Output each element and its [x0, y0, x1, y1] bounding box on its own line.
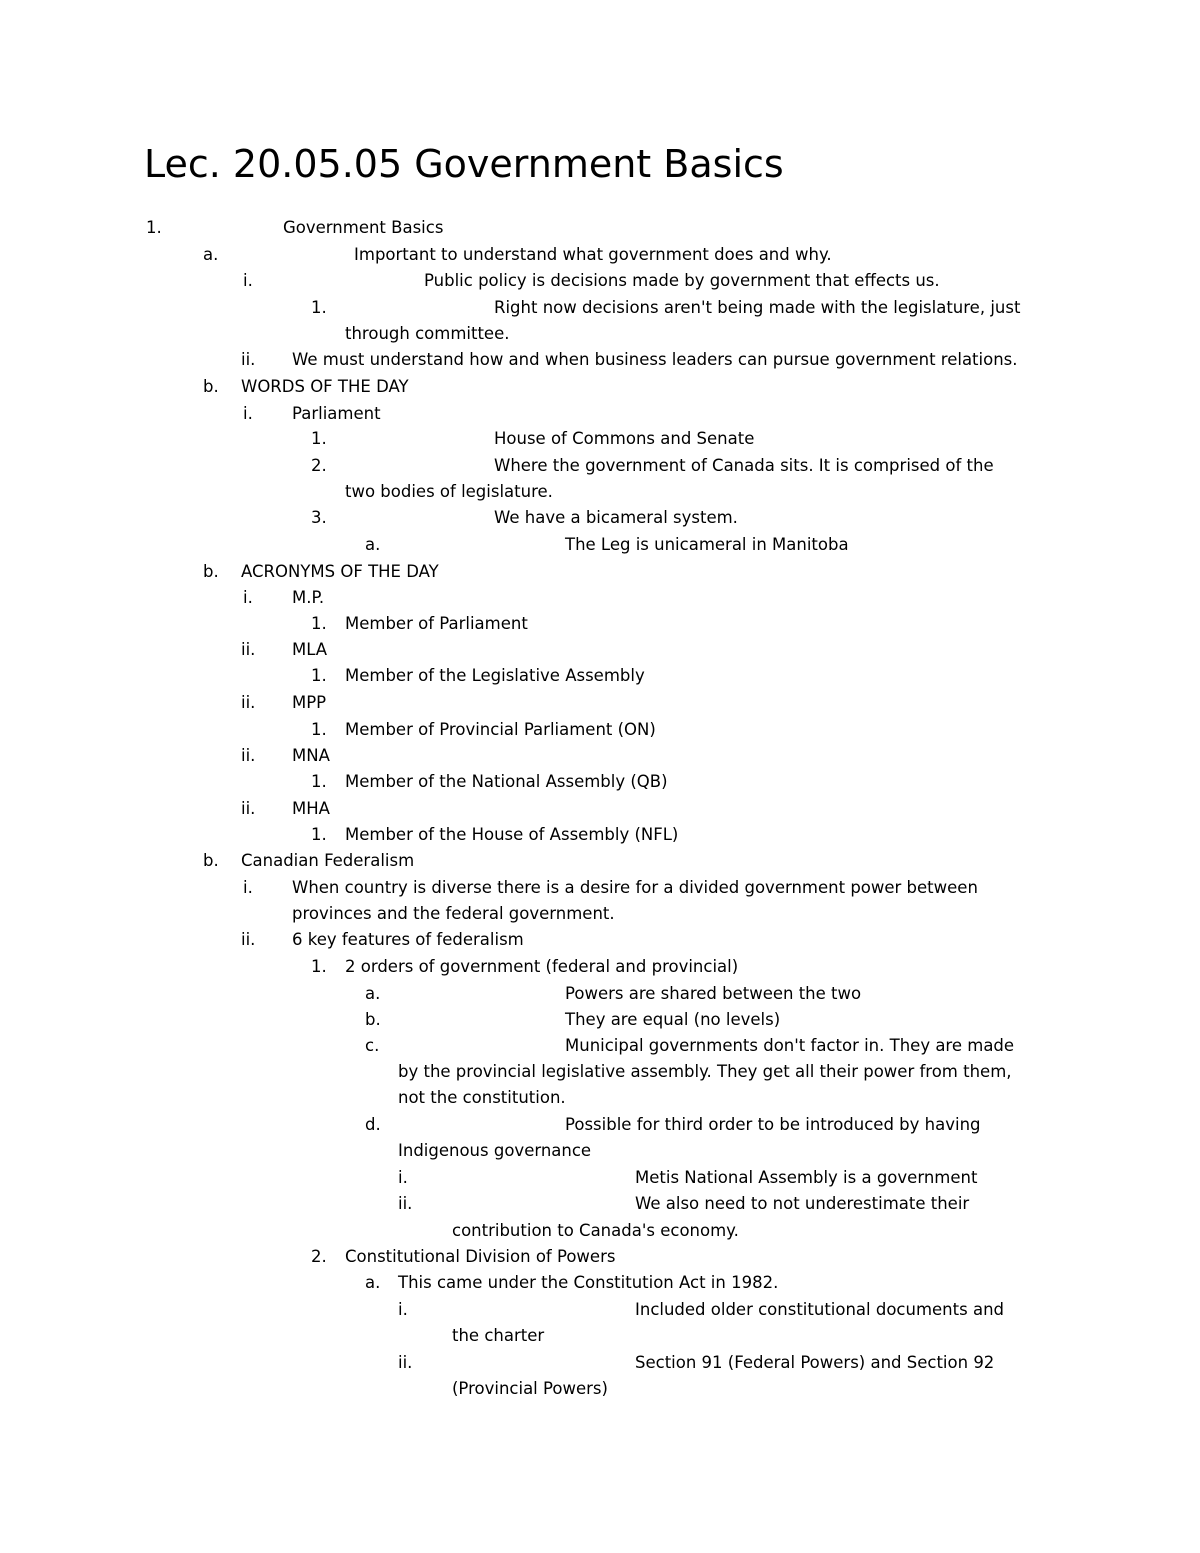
list-item-text: They are equal (no levels) [565, 1010, 781, 1029]
list-marker: 1. [311, 957, 327, 976]
list-marker: i. [243, 878, 253, 897]
list-item-text: Possible for third order to be introduced by having [565, 1115, 981, 1134]
list-marker: a. [365, 984, 381, 1003]
list-marker: ii. [398, 1353, 413, 1372]
list-marker: ii. [241, 799, 256, 818]
list-marker: ii. [398, 1194, 413, 1213]
list-item-text: M.P. [292, 588, 325, 607]
list-item-text: MHA [292, 799, 330, 818]
list-item-text: Constitutional Division of Powers [345, 1247, 616, 1266]
list-marker: 1. [311, 772, 327, 791]
document-title: Lec. 20.05.05 Government Basics [144, 142, 784, 186]
list-item-text: The Leg is unicameral in Manitoba [565, 535, 849, 554]
list-marker: 1. [146, 218, 162, 237]
list-item-text: Municipal governments don't factor in. They are made [565, 1036, 1015, 1055]
list-item-text: When country is diverse there is a desire for a divided government power between [292, 878, 978, 897]
list-item-text: MNA [292, 746, 330, 765]
list-marker: d. [365, 1115, 381, 1134]
list-item-text: House of Commons and Senate [494, 429, 755, 448]
list-item-text: Canadian Federalism [241, 851, 415, 870]
list-marker: b. [203, 851, 219, 870]
list-marker: b. [203, 562, 219, 581]
list-marker: i. [398, 1300, 408, 1319]
list-item-text: We must understand how and when business leaders can pursue government relations. [292, 350, 1018, 369]
list-item-text: Member of Parliament [345, 614, 528, 633]
list-item-continuation: (Provincial Powers) [452, 1379, 608, 1398]
list-item-text: Member of the National Assembly (QB) [345, 772, 668, 791]
list-marker: i. [243, 588, 253, 607]
list-marker: ii. [241, 746, 256, 765]
list-item-text: Government Basics [283, 218, 444, 237]
list-item-text: MLA [292, 640, 328, 659]
list-item-text: We have a bicameral system. [494, 508, 738, 527]
list-item-text: Important to understand what government does and why. [354, 245, 832, 264]
list-item-text: Powers are shared between the two [565, 984, 862, 1003]
list-item-text: Right now decisions aren't being made with the legislature, just [494, 298, 1021, 317]
list-marker: 1. [311, 298, 327, 317]
list-marker: a. [365, 1273, 381, 1292]
list-item-continuation: two bodies of legislature. [345, 482, 553, 501]
list-item-text: Member of Provincial Parliament (ON) [345, 720, 656, 739]
list-item-text: Where the government of Canada sits. It is comprised of the [494, 456, 994, 475]
list-marker: 1. [311, 614, 327, 633]
list-item-text: Section 91 (Federal Powers) and Section 92 [635, 1353, 995, 1372]
list-marker: 1. [311, 666, 327, 685]
list-item-continuation: the charter [452, 1326, 545, 1345]
list-marker: i. [398, 1168, 408, 1187]
list-item-text: Member of the Legislative Assembly [345, 666, 645, 685]
list-item-text: Member of the House of Assembly (NFL) [345, 825, 679, 844]
list-item-text: 6 key features of federalism [292, 930, 524, 949]
list-item-text: Public policy is decisions made by government that effects us. [424, 271, 940, 290]
list-item-text: Metis National Assembly is a government [635, 1168, 978, 1187]
list-item-continuation: through committee. [345, 324, 510, 343]
list-marker: ii. [241, 640, 256, 659]
list-marker: i. [243, 271, 253, 290]
list-marker: ii. [241, 693, 256, 712]
list-item-text: Parliament [292, 404, 381, 423]
list-item-text: WORDS OF THE DAY [241, 377, 409, 396]
list-item-text: We also need to not underestimate their [635, 1194, 970, 1213]
list-marker: 2. [311, 1247, 327, 1266]
list-marker: a. [203, 245, 219, 264]
list-item-continuation: Indigenous governance [398, 1141, 592, 1160]
list-marker: b. [203, 377, 219, 396]
list-item-text: ACRONYMS OF THE DAY [241, 562, 439, 581]
list-marker: c. [365, 1036, 380, 1055]
list-marker: ii. [241, 930, 256, 949]
list-item-text: MPP [292, 693, 327, 712]
list-item-text: 2 orders of government (federal and provincial) [345, 957, 739, 976]
list-marker: b. [365, 1010, 381, 1029]
list-item-continuation: contribution to Canada's economy. [452, 1221, 739, 1240]
list-marker: 2. [311, 456, 327, 475]
list-item-continuation: provinces and the federal government. [292, 904, 615, 923]
list-item-text: Included older constitutional documents and [635, 1300, 1004, 1319]
list-marker: 1. [311, 429, 327, 448]
list-item-continuation: not the constitution. [398, 1088, 566, 1107]
list-marker: ii. [241, 350, 256, 369]
list-marker: i. [243, 404, 253, 423]
list-marker: a. [365, 535, 381, 554]
list-marker: 3. [311, 508, 327, 527]
list-item-text: This came under the Constitution Act in 1982. [398, 1273, 779, 1292]
list-marker: 1. [311, 825, 327, 844]
list-marker: 1. [311, 720, 327, 739]
list-item-continuation: by the provincial legislative assembly. They get all their power from them, [398, 1062, 1012, 1081]
